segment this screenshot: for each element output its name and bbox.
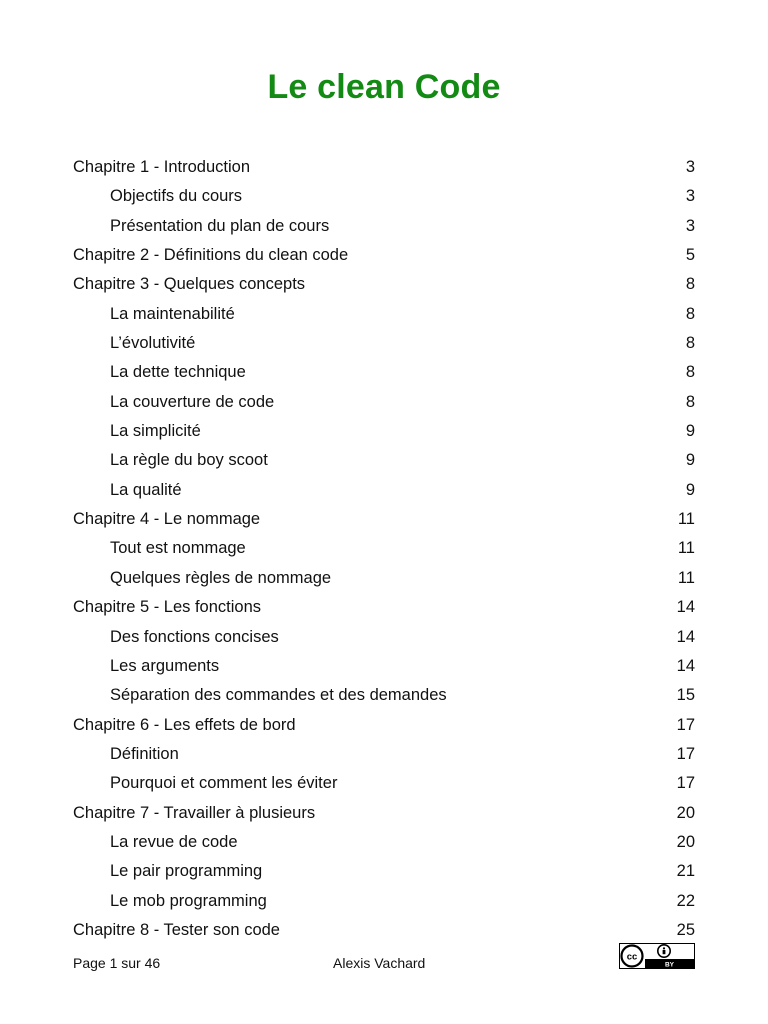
toc-section-entry	[73, 564, 695, 593]
toc-chapter-entry	[73, 270, 695, 299]
toc-entry-page-number: 11	[677, 568, 695, 587]
toc-section-entry	[73, 388, 695, 417]
toc-entry-page-number: 9	[685, 451, 695, 470]
toc-entry-page-number: 8	[685, 363, 695, 382]
toc-entry-page-number: 14	[676, 598, 695, 617]
toc-entry-label: Chapitre 7 - Travailler à plusieurs	[73, 803, 316, 822]
toc-entry-label: Tout est nommage	[110, 539, 246, 558]
toc-entry-page-number: 8	[685, 304, 695, 323]
toc-entry-label: Chapitre 4 - Le nommage	[73, 510, 261, 529]
toc-section-entry	[73, 300, 695, 329]
toc-section-entry	[73, 417, 695, 446]
toc-entry-page-number: 8	[685, 334, 695, 353]
toc-entry-label: Chapitre 5 - Les fonctions	[73, 598, 262, 617]
toc-section-entry	[73, 740, 695, 769]
toc-entry-label: La dette technique	[110, 363, 246, 382]
license-by-label: BY	[664, 961, 675, 969]
toc-entry-page-number: 15	[676, 686, 695, 705]
page-footer	[73, 951, 695, 975]
toc-entry-page-number: 11	[677, 539, 695, 558]
creative-commons-by-icon	[619, 943, 695, 969]
toc-entry-label: Quelques règles de nommage	[110, 568, 332, 587]
toc-entry-page-number: 3	[685, 158, 695, 176]
toc-section-entry	[73, 212, 695, 241]
toc-section-entry	[73, 534, 695, 563]
toc-section-entry	[73, 623, 695, 652]
toc-entry-page-number: 17	[676, 715, 695, 734]
toc-entry-page-number: 3	[685, 187, 695, 206]
toc-entry-label: Le mob programming	[110, 891, 267, 910]
toc-chapter-entry	[73, 153, 695, 182]
toc-entry-label: Pourquoi et comment les éviter	[110, 774, 338, 793]
toc-section-entry	[73, 857, 695, 886]
toc-section-entry	[73, 329, 695, 358]
svg-text:cc: cc	[626, 951, 638, 963]
toc-chapter-entry	[73, 799, 695, 828]
toc-entry-label: Chapitre 3 - Quelques concepts	[73, 275, 306, 294]
toc-entry-page-number: 14	[676, 627, 695, 646]
toc-entry-label: Séparation des commandes et des demandes	[110, 686, 447, 705]
toc-entry-label: La maintenabilité	[110, 304, 235, 323]
toc-entry-page-number: 22	[676, 891, 695, 910]
toc-entry-page-number: 21	[676, 862, 695, 881]
toc-entry-label: Les arguments	[110, 656, 220, 675]
toc-chapter-entry	[73, 711, 695, 740]
toc-section-entry	[73, 828, 695, 857]
toc-entry-label: Chapitre 8 - Tester son code	[73, 920, 280, 939]
toc-section-entry	[73, 681, 695, 710]
toc-section-entry	[73, 358, 695, 387]
toc-section-entry	[73, 476, 695, 505]
toc-chapter-entry	[73, 505, 695, 534]
toc-entry-page-number: 9	[685, 480, 695, 499]
toc-entry-label: Définition	[110, 744, 179, 763]
page-indicator: Page 1 sur 46	[73, 955, 161, 971]
toc-entry-label: La couverture de code	[110, 392, 275, 411]
toc-section-entry	[73, 887, 695, 916]
toc-chapter-entry	[73, 593, 695, 622]
toc-entry-label: Le pair programming	[110, 862, 263, 881]
toc-entry-page-number: 11	[677, 510, 695, 529]
toc-entry-label: Présentation du plan de cours	[110, 216, 330, 235]
toc-chapter-entry	[73, 916, 695, 945]
toc-entry-page-number: 9	[685, 422, 695, 441]
toc-entry-page-number: 20	[676, 803, 695, 822]
toc-entry-page-number: 20	[676, 832, 695, 851]
toc-entry-label: La simplicité	[110, 422, 201, 441]
toc-section-entry	[73, 652, 695, 681]
toc-entry-label: Objectifs du cours	[110, 187, 243, 206]
toc-entry-page-number: 8	[685, 275, 695, 294]
toc-entry-label: La qualité	[110, 480, 182, 499]
document-title: Le clean Code	[267, 68, 501, 106]
toc-chapter-entry	[73, 241, 695, 270]
toc-entry-page-number: 8	[685, 392, 695, 411]
toc-entry-label: Chapitre 6 - Les effets de bord	[73, 715, 296, 734]
toc-entry-label: Chapitre 2 - Définitions du clean code	[73, 246, 349, 265]
toc-entry-label: La revue de code	[110, 832, 238, 851]
toc-entry-label: Chapitre 1 - Introduction	[73, 158, 251, 176]
toc-section-entry	[73, 446, 695, 475]
toc-entry-label: L’évolutivité	[110, 334, 196, 353]
toc-entry-label: Des fonctions concises	[110, 627, 279, 646]
toc-entry-page-number: 17	[676, 744, 695, 763]
toc-section-entry	[73, 769, 695, 798]
author-name: Alexis Vachard	[333, 955, 426, 971]
toc-entry-page-number: 3	[685, 216, 695, 235]
toc-entry-page-number: 5	[685, 246, 695, 265]
toc-entry-page-number: 25	[676, 920, 695, 939]
table-of-contents	[73, 153, 695, 945]
toc-entry-page-number: 14	[676, 656, 695, 675]
toc-entry-page-number: 17	[676, 774, 695, 793]
toc-entry-label: La règle du boy scoot	[110, 451, 268, 470]
toc-section-entry	[73, 182, 695, 211]
